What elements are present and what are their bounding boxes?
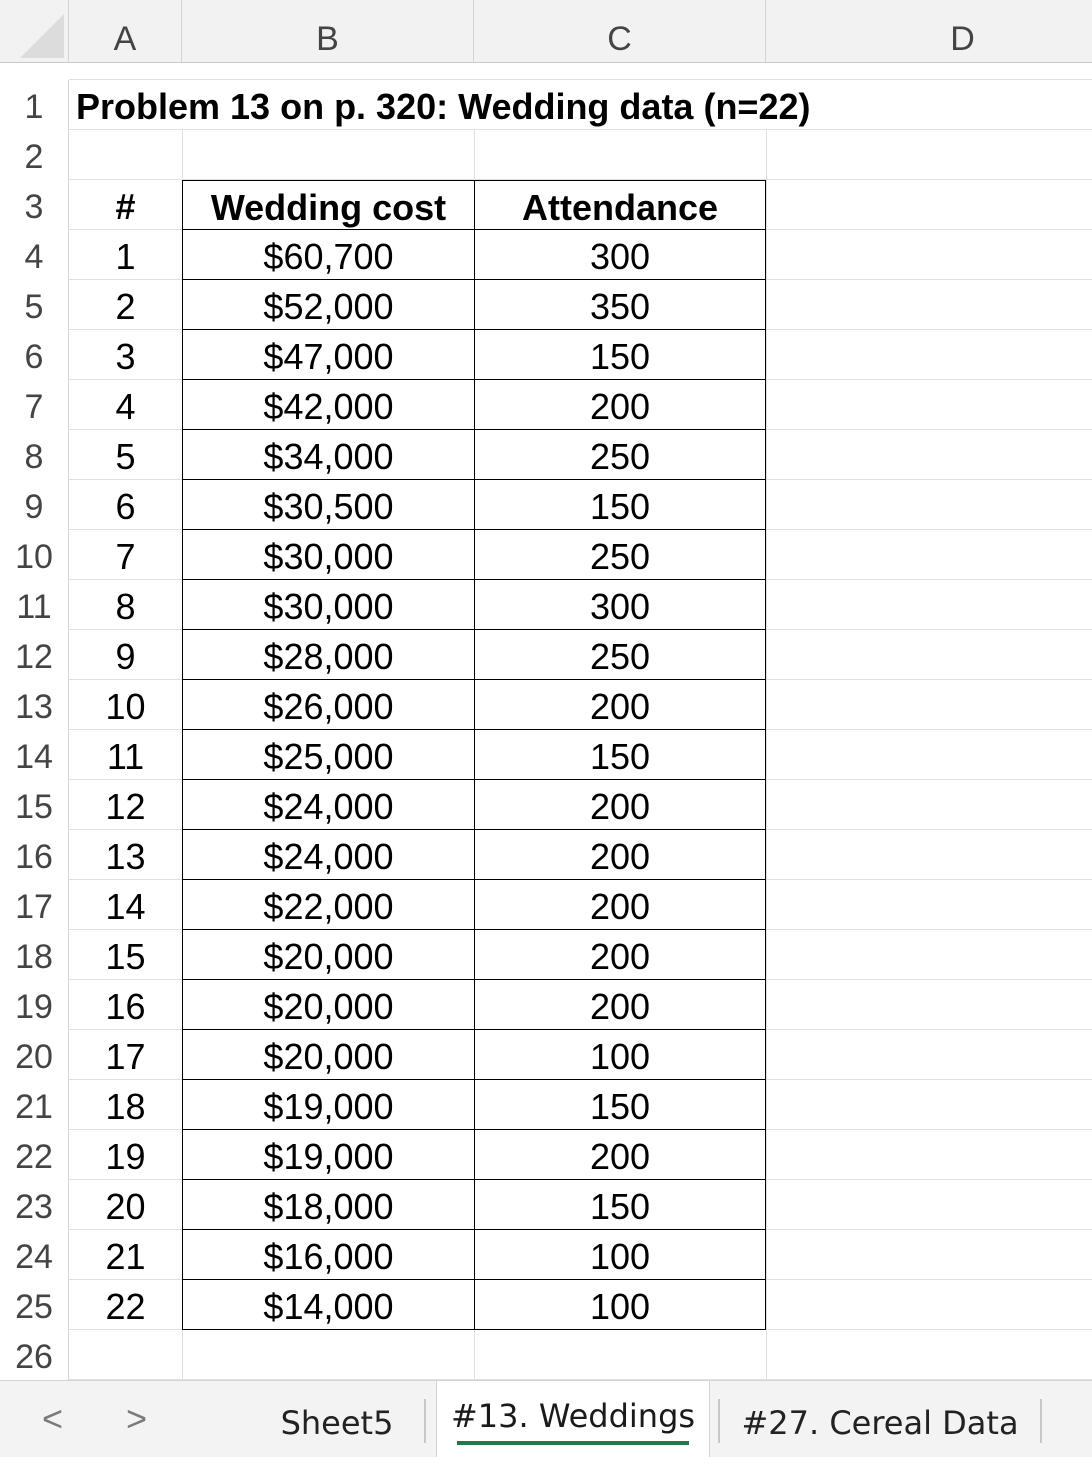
row-header-25[interactable]: 25	[0, 1280, 69, 1330]
table-cell[interactable]: 20	[105, 1186, 146, 1227]
table-cell[interactable]: $42,000	[182, 380, 474, 430]
table-cell[interactable]: 3	[115, 336, 136, 377]
column-header-b[interactable]: B	[182, 0, 474, 63]
table-cell[interactable]: $30,500	[182, 480, 474, 530]
table-cell[interactable]: 14	[105, 886, 146, 927]
table-cell[interactable]: 200	[474, 380, 766, 430]
tab-separator	[1040, 1399, 1042, 1443]
column-header-a[interactable]: A	[69, 0, 182, 63]
tab-weddings-label: #13. Weddings	[450, 1397, 696, 1435]
table-cell[interactable]: 2	[115, 286, 136, 327]
table-cell[interactable]: 10	[105, 686, 146, 727]
chevron-right-icon[interactable]: >	[126, 1398, 148, 1439]
table-cell[interactable]: 4	[115, 386, 136, 427]
row-header-13[interactable]: 13	[0, 680, 69, 730]
tab-separator	[424, 1399, 426, 1443]
table-cell[interactable]: 13	[105, 836, 146, 877]
table-cell[interactable]: $34,000	[182, 430, 474, 480]
table-cell[interactable]: 150	[474, 480, 766, 530]
table-cell[interactable]: 250	[474, 530, 766, 580]
table-cell[interactable]: 16	[105, 986, 146, 1027]
table-cell[interactable]: 19	[105, 1136, 146, 1177]
table-header-cell[interactable]: Attendance	[474, 180, 766, 230]
table-cell[interactable]: 150	[474, 1080, 766, 1130]
row-header-12[interactable]: 12	[0, 630, 69, 680]
row-header-9[interactable]: 9	[0, 480, 69, 530]
table-cell[interactable]: $20,000	[182, 980, 474, 1030]
row-header-21[interactable]: 21	[0, 1080, 69, 1130]
table-cell[interactable]: 200	[474, 880, 766, 930]
table-cell[interactable]: 5	[115, 436, 136, 477]
table-cell[interactable]: 100	[474, 1230, 766, 1280]
table-cell[interactable]: 250	[474, 430, 766, 480]
table-cell[interactable]: 300	[474, 230, 766, 280]
table-cell[interactable]: 8	[115, 586, 136, 627]
row-header-4[interactable]: 4	[0, 230, 69, 280]
table-cell[interactable]: 300	[474, 580, 766, 630]
table-cell[interactable]: $30,000	[182, 580, 474, 630]
table-cell[interactable]: 150	[474, 730, 766, 780]
row-header-11[interactable]: 11	[0, 580, 69, 630]
row-header-8[interactable]: 8	[0, 430, 69, 480]
row-header-5[interactable]: 5	[0, 280, 69, 330]
row-header-3[interactable]: 3	[0, 180, 69, 230]
table-cell[interactable]: $30,000	[182, 530, 474, 580]
table-cell[interactable]: 200	[474, 1130, 766, 1180]
table-cell[interactable]: 7	[115, 536, 136, 577]
row-header-20[interactable]: 20	[0, 1030, 69, 1080]
row-header-26[interactable]: 26	[0, 1330, 69, 1380]
row-header-16[interactable]: 16	[0, 830, 69, 880]
table-cell[interactable]: $19,000	[182, 1130, 474, 1180]
table-cell[interactable]: 1	[115, 236, 136, 277]
table-cell[interactable]: $20,000	[182, 1030, 474, 1080]
table-cell[interactable]: 9	[115, 636, 136, 677]
table-cell[interactable]: $47,000	[182, 330, 474, 380]
table-cell[interactable]: $24,000	[182, 830, 474, 880]
table-cell[interactable]: 11	[106, 736, 145, 777]
table-cell[interactable]: $28,000	[182, 630, 474, 680]
table-cell[interactable]: 18	[105, 1086, 146, 1127]
table-cell[interactable]: $25,000	[182, 730, 474, 780]
column-header-d[interactable]: D	[766, 0, 1092, 63]
select-all-triangle	[20, 14, 64, 58]
table-cell[interactable]: 12	[105, 786, 146, 827]
table-cell[interactable]: $20,000	[182, 930, 474, 980]
row-header-1[interactable]: 1	[0, 80, 69, 130]
chevron-left-icon[interactable]: <	[42, 1398, 64, 1439]
row-header-18[interactable]: 18	[0, 930, 69, 980]
sheet-tab-bar	[0, 1380, 1092, 1457]
tab-sheet5[interactable]: Sheet5	[280, 1404, 394, 1442]
table-cell[interactable]: $18,000	[182, 1180, 474, 1230]
table-cell[interactable]: $52,000	[182, 280, 474, 330]
row-header-19[interactable]: 19	[0, 980, 69, 1030]
column-gridline	[766, 130, 767, 1380]
table-cell[interactable]: $19,000	[182, 1080, 474, 1130]
row-header-23[interactable]: 23	[0, 1180, 69, 1230]
table-cell[interactable]: 21	[105, 1236, 146, 1277]
row-header-24[interactable]: 24	[0, 1230, 69, 1280]
row-header-22[interactable]: 22	[0, 1130, 69, 1180]
table-header-cell[interactable]: Wedding cost	[182, 180, 474, 230]
table-cell[interactable]: $16,000	[182, 1230, 474, 1280]
row-header-15[interactable]: 15	[0, 780, 69, 830]
sheet-title[interactable]: Problem 13 on p. 320: Wedding data (n=22)	[76, 86, 811, 127]
table-cell[interactable]: 150	[474, 1180, 766, 1230]
row-header-14[interactable]: 14	[0, 730, 69, 780]
table-cell[interactable]: 17	[105, 1036, 146, 1077]
table-cell[interactable]: 250	[474, 630, 766, 680]
table-cell[interactable]: $22,000	[182, 880, 474, 930]
table-cell[interactable]: 350	[474, 280, 766, 330]
row-header-10[interactable]: 10	[0, 530, 69, 580]
table-cell[interactable]: 6	[115, 486, 136, 527]
row-header-7[interactable]: 7	[0, 380, 69, 430]
row-header-17[interactable]: 17	[0, 880, 69, 930]
row-header-6[interactable]: 6	[0, 330, 69, 380]
table-cell[interactable]: 150	[474, 330, 766, 380]
tab-cereal-data[interactable]: #27. Cereal Data	[741, 1404, 1019, 1442]
tab-separator	[718, 1399, 720, 1443]
table-cell[interactable]: 100	[474, 1030, 766, 1080]
table-cell[interactable]: 15	[105, 936, 146, 977]
table-cell[interactable]: 200	[474, 980, 766, 1030]
table-cell[interactable]: 200	[474, 680, 766, 730]
table-cell[interactable]: 200	[474, 780, 766, 830]
tab-weddings[interactable]	[436, 1381, 710, 1457]
table-cell[interactable]: $60,700	[182, 230, 474, 280]
table-cell[interactable]: 200	[474, 930, 766, 980]
table-cell[interactable]: 100	[474, 1280, 766, 1330]
table-header-cell[interactable]: #	[115, 186, 136, 227]
table-cell[interactable]: 200	[474, 830, 766, 880]
table-cell[interactable]: $14,000	[182, 1280, 474, 1330]
active-tab-underline	[457, 1441, 689, 1445]
row-header-2[interactable]: 2	[0, 130, 69, 180]
column-header-c[interactable]: C	[474, 0, 766, 63]
select-all-corner[interactable]	[0, 0, 69, 63]
table-cell[interactable]: $24,000	[182, 780, 474, 830]
table-cell[interactable]: 22	[105, 1286, 146, 1327]
table-cell[interactable]: $26,000	[182, 680, 474, 730]
